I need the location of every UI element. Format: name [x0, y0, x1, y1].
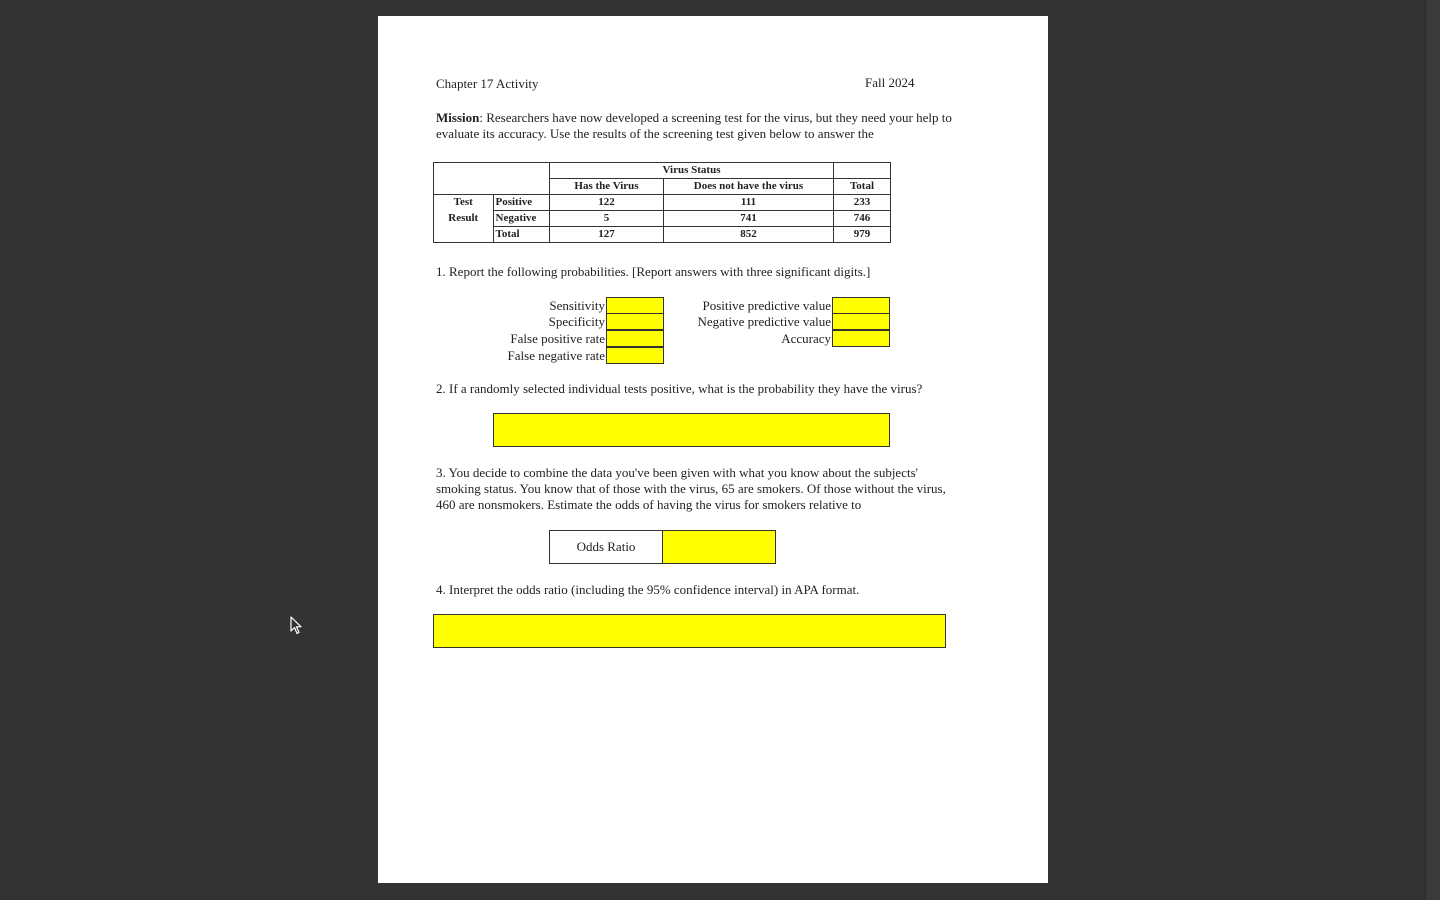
chapter-title: Chapter 17 Activity: [436, 76, 539, 91]
cell-negative-total: 746: [834, 211, 891, 227]
q4-answer-box[interactable]: [433, 614, 946, 648]
cell-negative-has: 5: [550, 211, 664, 227]
question-3: 3. You decide to combine the data you've been given with what you know about the subjects' smoking status. You know that of those with the virus, 65 are smokers. Of those without the virus, 460 are nonsmokers. Estimate the odds of having the virus for smokers relative to: [436, 465, 946, 512]
virus-test-table: [433, 162, 891, 243]
cell-negative-not: 741: [664, 211, 834, 227]
label-accuracy: Accuracy: [781, 331, 831, 346]
row-label-positive: Positive: [493, 195, 550, 211]
false-negative-rate-answer-box[interactable]: [606, 347, 664, 364]
cell-positive-total: 233: [834, 195, 891, 211]
mission-text: : Researchers have now developed a screening test for the virus, but they need your help to evaluate its accuracy. Use the results of the screening test given below to answer the: [436, 110, 952, 141]
specificity-answer-box[interactable]: [606, 313, 664, 330]
ppv-answer-box[interactable]: [832, 297, 890, 314]
vertical-scrollbar[interactable]: [1425, 0, 1440, 900]
row-label-total: Total: [493, 227, 550, 243]
label-npv: Negative predictive value: [697, 314, 831, 329]
row-label-negative: Negative: [493, 211, 550, 227]
sensitivity-answer-box[interactable]: [606, 297, 664, 314]
row-group-test: Test: [434, 195, 494, 211]
odds-ratio-answer-box[interactable]: [662, 530, 776, 564]
cell-total-not: 852: [664, 227, 834, 243]
document-page: [378, 16, 1048, 883]
col-header-has-virus: Has the Virus: [550, 179, 664, 195]
label-false-negative-rate: False negative rate: [507, 348, 605, 363]
odds-ratio-label: Odds Ratio: [549, 530, 663, 564]
mission-paragraph: [436, 110, 956, 142]
question-1: 1. Report the following probabilities. [Report answers with three significant digits.]: [436, 264, 871, 279]
accuracy-answer-box[interactable]: [832, 330, 890, 347]
cell-total-total: 979: [834, 227, 891, 243]
question-4: 4. Interpret the odds ratio (including the 95% confidence interval) in APA format.: [436, 582, 860, 597]
label-sensitivity: Sensitivity: [549, 298, 605, 313]
col-header-no-virus: Does not have the virus: [664, 179, 834, 195]
q2-answer-box[interactable]: [493, 413, 890, 447]
mission-label: Mission: [436, 110, 480, 125]
question-2: 2. If a randomly selected individual tests positive, what is the probability they have the virus?: [436, 381, 923, 396]
col-header-total: Total: [834, 179, 891, 195]
virus-status-header: Virus Status: [550, 163, 834, 179]
label-ppv: Positive predictive value: [702, 298, 831, 313]
row-group-result: Result: [434, 211, 494, 227]
cell-total-has: 127: [550, 227, 664, 243]
cell-positive-has: 122: [550, 195, 664, 211]
cell-positive-not: 111: [664, 195, 834, 211]
label-false-positive-rate: False positive rate: [510, 331, 605, 346]
npv-answer-box[interactable]: [832, 313, 890, 330]
false-positive-rate-answer-box[interactable]: [606, 330, 664, 347]
mouse-pointer-icon: [290, 616, 302, 635]
label-specificity: Specificity: [548, 314, 605, 329]
term-label: Fall 2024: [865, 75, 915, 90]
